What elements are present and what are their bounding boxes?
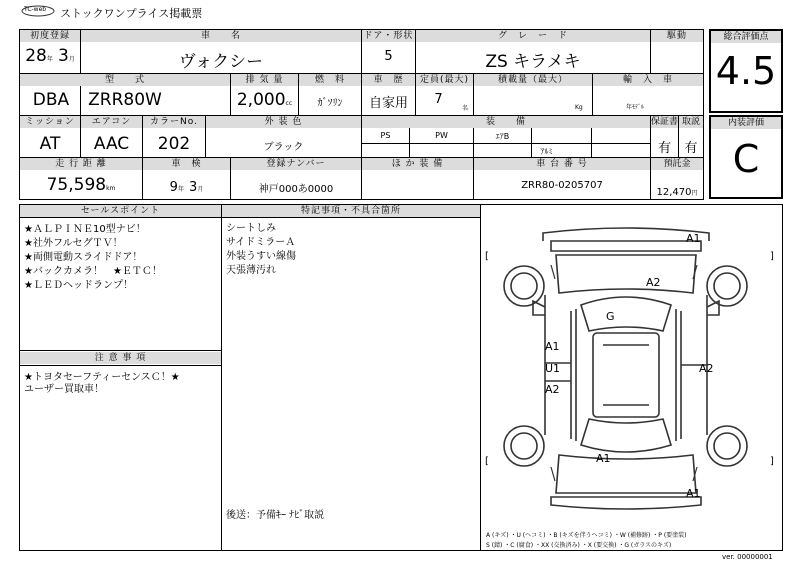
manual-header: 取説 (679, 116, 703, 128)
sales-points-header: セールスポイント (20, 205, 221, 217)
displacement-header: 排 気 量 (231, 74, 298, 86)
warranty-value: 有 (657, 141, 671, 156)
bracket-open: [ (485, 251, 489, 262)
damage-legend-line: A (キズ) ・U (ヘコミ) ・B (キズを伴うヘコミ) ・W (補修跡) ・P (要塗装) (486, 532, 687, 539)
grade-header: グ レ ー ド (416, 30, 650, 42)
wheel-front-right-icon (707, 266, 747, 306)
drive-header: 駆動 (651, 30, 703, 42)
type-header: 型 式 (20, 74, 230, 86)
usage-value: 自家用 (368, 96, 408, 111)
bracket-open: [ (485, 456, 489, 467)
sales-point-item: ★ＬＥＤヘッドランプ！ (24, 280, 133, 291)
interior-score-box (709, 115, 783, 199)
plate-header: 登録ナンバー (231, 158, 361, 170)
usage-header: 車 歴 (362, 74, 415, 86)
equipment-item: PW (435, 131, 448, 140)
notes-header: 注 意 事 項 (20, 352, 221, 364)
type-prefix: DBA (32, 90, 70, 110)
equipment-item: PS (380, 131, 391, 140)
doors-value: 5 (384, 49, 393, 64)
bracket-close: ] (770, 456, 774, 467)
recycle-header: 預託金 (651, 158, 703, 170)
grade-value: ZS キラメキ (485, 52, 581, 72)
first-reg-value (20, 46, 80, 66)
remark-item: 天張薄汚れ (226, 265, 276, 276)
other-equipment-header: ほ か 装 備 (362, 158, 473, 170)
remark-item: 外装うすい線傷 (226, 251, 296, 262)
bracket-close: ] (770, 251, 774, 262)
remarks-footer: 後送：予備ｷｰ ﾅﾋﾞ取説 (226, 510, 325, 521)
model-name-value: ヴォクシー (178, 52, 264, 72)
fuel-header: 燃 料 (299, 74, 361, 86)
aircon-header: エアコン (81, 116, 142, 128)
first-reg-year-unit: 年 (46, 56, 53, 63)
inspection-month: 3 (189, 180, 198, 195)
aircon-value: AAC (93, 134, 130, 154)
logo (20, 3, 56, 17)
mileage-unit: km (106, 185, 116, 192)
equipment-item: ｴｱB (495, 132, 510, 141)
damage-mark: A1 (545, 340, 560, 353)
chassis-value: ZRR80-0205707 (521, 180, 603, 191)
equipment-item: ｱﾙﾐ (540, 147, 553, 156)
note-item: ユーザー買取車！ (24, 384, 104, 395)
first-reg-header: 初度登録 (20, 30, 80, 42)
mission-value: AT (39, 134, 61, 154)
capacity-value: 7 (434, 92, 443, 107)
recycle-unit: 円 (691, 190, 698, 197)
inspection-year-unit: 年 (177, 186, 184, 193)
manual-value: 有 (684, 141, 698, 156)
note-item: ★トヨタセーフティーセンスＣ！★ (24, 372, 180, 383)
color-no-value: 202 (157, 134, 191, 154)
page-title: ストックワンプライス掲載票 (60, 7, 203, 20)
load-header: 積載量（最大） (474, 74, 592, 86)
damage-mark: U1 (545, 362, 561, 375)
wheel-rear-left-icon (504, 426, 544, 466)
exterior-color-header: 外 装 色 (206, 116, 361, 128)
displacement-unit: cc (285, 100, 293, 107)
remark-item: シートしみ (226, 223, 276, 234)
doors-header: ドア・形状 (363, 31, 414, 41)
import-note: 年ﾓﾃﾞﾙ (626, 104, 645, 111)
mileage-number: 75,598 (46, 175, 107, 195)
wheel-front-left-icon (504, 266, 544, 306)
version-label: ver. 00000001 (722, 553, 773, 561)
type-code: ZRR80W (88, 90, 162, 110)
capacity-header: 定員(最大) (416, 74, 473, 86)
inspection-year: 9 (169, 180, 178, 195)
total-score-value: 4.5 (715, 49, 777, 93)
mileage-header: 走 行 距 離 (20, 158, 142, 170)
recycle-value (651, 180, 703, 199)
first-reg-year: 28 (25, 46, 47, 66)
damage-mark: A1 (686, 487, 701, 500)
warranty-header: 保証書 (651, 117, 679, 127)
sales-point-item: ★社外フルセグＴＶ！ (24, 238, 123, 249)
mileage-value (20, 175, 142, 195)
interior-score-value: C (732, 137, 760, 181)
import-header: 輸 入 車 (593, 74, 703, 86)
inspection-month-unit: 月 (197, 186, 204, 193)
total-score-header: 総合評価点 (711, 31, 781, 43)
first-reg-month-unit: 月 (68, 56, 75, 63)
remarks-header: 特記事項・不具合箇所 (222, 205, 480, 217)
sales-point-item: ★両側電動スライドドア！ (24, 252, 143, 263)
car-damage-diagram (481, 205, 782, 527)
interior-score-header: 内装評価 (711, 117, 781, 129)
sales-point-item: ★ＡＬＰＩＮＥ10型ナビ！ (24, 224, 146, 235)
damage-legend-line: S (錆) ・C (腐食) ・XX (交換済み) ・X (要交換) ・G (ガラスのキズ) (486, 542, 672, 549)
sales-point-item: ★バックカメラ！ ★ＥＴＣ！ (24, 266, 162, 277)
damage-mark: A1 (596, 452, 611, 465)
first-reg-month: 3 (57, 46, 69, 66)
equipment-header: 装 備 (362, 116, 650, 128)
logo-text: TC-web (24, 6, 47, 13)
exterior-color-value: ブラック (263, 142, 304, 153)
plate-value: 神戸000あ0000 (258, 184, 334, 195)
displacement-value (231, 90, 298, 110)
color-no-header: カラーNo. (143, 116, 205, 128)
inspection-header: 車 検 (143, 158, 230, 170)
remark-item: サイドミラーＡ (226, 237, 296, 248)
wheel-rear-right-icon (707, 426, 747, 466)
damage-mark: G (606, 310, 615, 323)
notes-list (24, 372, 180, 396)
damage-mark: A2 (699, 362, 714, 375)
remarks-list (226, 222, 296, 278)
total-score-box (709, 29, 783, 113)
mission-header: ミッション (20, 116, 80, 128)
sales-points-list (24, 223, 162, 293)
load-unit: Kg (575, 104, 583, 111)
capacity-unit: 名 (462, 105, 469, 112)
damage-mark: A2 (646, 276, 661, 289)
recycle-number: 12,470 (656, 187, 692, 198)
inspection-value (143, 176, 230, 195)
damage-mark: A2 (545, 383, 560, 396)
chassis-header: 車 台 番 号 (474, 158, 650, 170)
model-name-header: 車 名 (81, 30, 361, 42)
fuel-value: ｶﾞｿﾘﾝ (317, 98, 343, 109)
displacement-number: 2,000 (236, 90, 286, 110)
damage-mark: A1 (686, 232, 701, 245)
